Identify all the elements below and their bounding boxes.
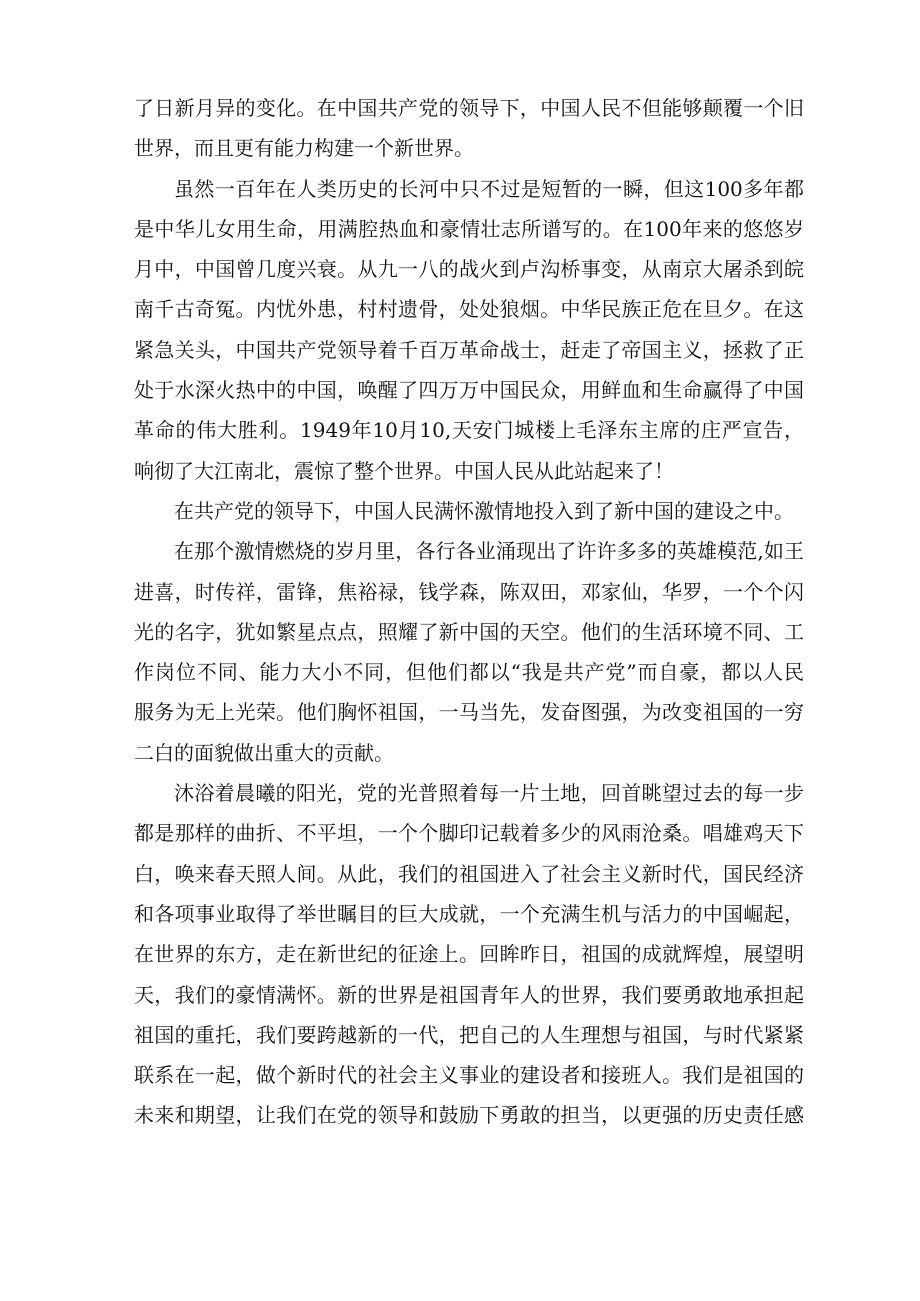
text-line: 在共产党的领导下，中国人民满怀激情地投入到了新中国的建设之中。	[174, 498, 794, 523]
text-line: 天，我们的豪情满怀。新的世界是祖国青年人的世界，我们要勇敢地承担起	[134, 982, 804, 1007]
text-line: 进喜，时传祥，雷锋，焦裕禄，钱学森，陈双田，邓家仙，华罗，一个个闪	[134, 579, 804, 604]
text-line: 在那个激情燃烧的岁月里，各行各业涌现出了许许多多的英雄模范,如王	[174, 539, 804, 564]
text-line: 白，唤来春天照人间。从此，我们的祖国进入了社会主义新时代，国民经济	[134, 861, 804, 886]
text-line: 月中，中国曾几度兴衰。从九一八的战火到卢沟桥事变，从南京大屠杀到皖	[134, 257, 804, 282]
text-line: 联系在一起，做个新时代的社会主义事业的建设者和接班人。我们是祖国的	[134, 1063, 804, 1088]
text-line: 二白的面貌做出重大的贡献。	[134, 740, 394, 765]
text-line: 服务为无上光荣。他们胸怀祖国，一马当先，发奋图强，为改变祖国的一穷	[134, 700, 804, 725]
text-line: 了日新月异的变化。在中国共产党的领导下，中国人民不但能够颠覆一个旧	[134, 96, 804, 120]
text-line: 在世界的东方，走在新世纪的征途上。回眸昨日，祖国的成就辉煌，展望明	[134, 942, 804, 967]
text-line: 处于水深火热中的中国，唤醒了四万万中国民众，用鲜血和生命赢得了中国	[134, 378, 804, 403]
text-line: 虽然一百年在人类历史的长河中只不过是短暂的一瞬，但这100多年都	[174, 176, 804, 201]
text-line: 南千古奇冤。内忧外患，村村遗骨，处处狼烟。中华民族正危在旦夕。在这	[134, 297, 804, 322]
text-line: 光的名字，犹如繁星点点，照耀了新中国的天空。他们的生活环境不同、工	[134, 619, 804, 644]
text-line: 革命的伟大胜利。1949年10月10,天安门城楼上毛泽东主席的庄严宣告，	[134, 418, 804, 443]
text-line: 沐浴着晨曦的阳光，党的光普照着每一片土地，回首眺望过去的每一步	[174, 781, 804, 806]
text-line: 是中华儿女用生命，用满腔热血和豪情壮志所谱写的。在100年来的悠悠岁	[134, 216, 804, 241]
text-line: 未来和期望，让我们在党的领导和鼓励下勇敢的担当，以更强的历史责任感	[134, 1103, 804, 1128]
text-line: 响彻了大江南北，震惊了整个世界。中国人民从此站起来了！	[134, 458, 674, 483]
text-line: 祖国的重托，我们要跨越新的一代，把自己的人生理想与祖国，与时代紧紧	[134, 1022, 804, 1047]
text-line: 作岗位不同、能力大小不同，但他们都以“我是共产党”而自豪，都以人民	[134, 660, 804, 685]
text-line: 世界，而且更有能力构建一个新世界。	[134, 136, 474, 161]
body-text	[134, 88, 804, 1136]
text-line: 和各项事业取得了举世瞩目的巨大成就，一个充满生机与活力的中国崛起，	[134, 901, 804, 926]
text-line: 都是那样的曲折、不平坦，一个个脚印记载着多少的风雨沧桑。唱雄鸡天下	[134, 821, 804, 846]
text-line: 紧急关头，中国共产党领导着千百万革命战士，赶走了帝国主义，拯救了正	[134, 337, 804, 362]
